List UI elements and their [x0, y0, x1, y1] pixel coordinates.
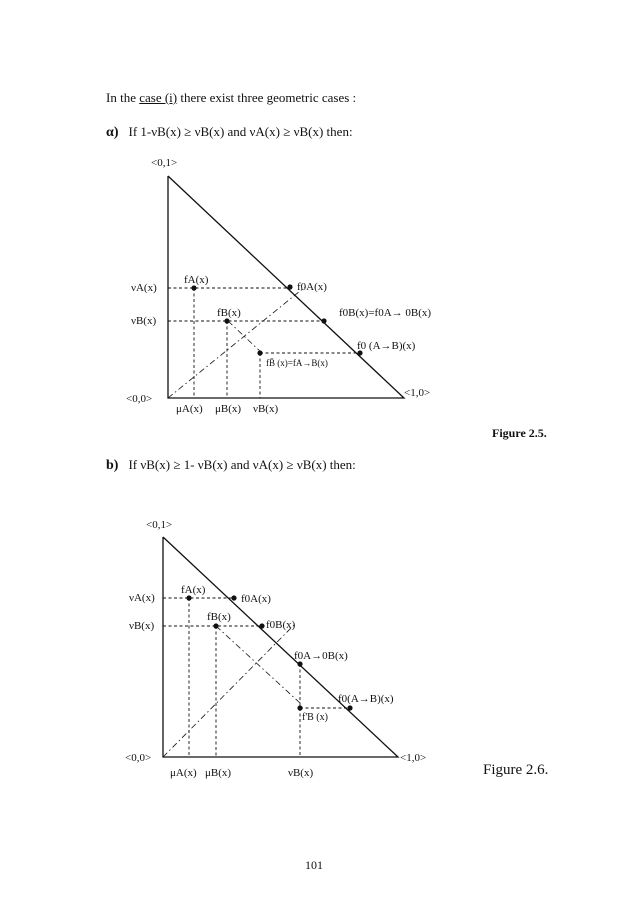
- figure-2-6-caption: Figure 2.6.: [483, 762, 549, 778]
- case-a-label: α): [106, 125, 119, 140]
- fig2-x-label-mu-b: μB(x): [205, 767, 232, 779]
- fig1-point-f0a: [287, 284, 292, 289]
- fig1-point-fa: [191, 285, 196, 290]
- fig2-point-f0ab: [297, 661, 302, 666]
- fig1-label-fbbar: fB̄ (x)=fA→B(x): [266, 358, 328, 368]
- fig1-label-fb: fB(x): [217, 307, 241, 319]
- fig2-label-fbbar: f'B (x): [302, 712, 328, 723]
- fig1-point-fb: [224, 318, 229, 323]
- fig2-point-f0a: [231, 595, 236, 600]
- fig2-point-f0ab2: [347, 705, 352, 710]
- fig1-x-label-mu-b: μB(x): [215, 403, 242, 415]
- fig1-label-f0b: f0B(x)=f0A→ 0B(x): [339, 307, 432, 319]
- fig1-label-f0ab: f0 (A→B)(x): [357, 340, 416, 352]
- fig2-diagonal-line: [216, 626, 300, 703]
- fig2-label-f0ab: f0A→0B(x): [294, 650, 348, 662]
- fig1-y-label-nu-a: νA(x): [131, 282, 157, 294]
- fig1-corner-origin-label: <0,0>: [126, 393, 153, 405]
- fig2-point-fb: [213, 623, 218, 628]
- fig2-point-fa: [186, 595, 191, 600]
- intro-suffix: there exist three geometric cases :: [177, 90, 357, 105]
- fig2-y-label-nu-b: νB(x): [129, 620, 155, 632]
- fig1-point-fbbar: [257, 350, 262, 355]
- fig2-label-f0ab2: f0(A→B)(x): [338, 693, 394, 705]
- figure-2-6-diagram: [125, 519, 426, 779]
- figure-2-5-diagram: [126, 157, 431, 415]
- fig2-point-f0b: [259, 623, 264, 628]
- case-reference: case (i): [139, 90, 178, 105]
- fig2-corner-origin-label: <0,0>: [125, 752, 152, 764]
- fig2-label-fb: fB(x): [207, 611, 231, 623]
- fig2-triangle: [163, 537, 398, 757]
- fig1-corner-top-label: <0,1>: [151, 157, 178, 169]
- case-b-condition: If νB(x) ≥ 1- νB(x) and νA(x) ≥ νB(x) then:: [128, 457, 356, 472]
- fig1-x-label-nu-b: νB(x): [253, 403, 279, 415]
- intro-prefix: In the: [106, 90, 140, 105]
- fig2-corner-top-label: <0,1>: [146, 519, 173, 531]
- case-a-condition: If 1-νB(x) ≥ νB(x) and νA(x) ≥ νB(x) then:: [128, 124, 353, 139]
- fig2-x-label-nu-b: νB(x): [288, 767, 314, 779]
- fig2-x-label-mu-a: μA(x): [170, 767, 197, 779]
- fig1-corner-right-label: <1,0>: [404, 387, 431, 399]
- fig1-label-fa: fA(x): [184, 274, 209, 286]
- fig2-corner-right-label: <1,0>: [400, 752, 427, 764]
- fig1-y-label-nu-b: νB(x): [131, 315, 157, 327]
- fig1-diagonal-line: [228, 321, 262, 353]
- fig2-point-fbbar: [297, 705, 302, 710]
- fig2-label-f0a: f0A(x): [241, 593, 271, 605]
- fig1-label-f0a: f0A(x): [297, 281, 327, 293]
- page-number: 101: [305, 858, 323, 872]
- figure-2-5-caption: Figure 2.5.: [492, 426, 547, 440]
- fig1-point-f0b: [321, 318, 326, 323]
- fig2-label-f0b: f0B(x): [266, 619, 296, 631]
- case-b-label: b): [106, 458, 119, 473]
- fig2-label-fa: fA(x): [181, 584, 206, 596]
- fig1-x-label-mu-a: μA(x): [176, 403, 203, 415]
- fig1-diagonal-line: [168, 287, 305, 398]
- fig2-y-label-nu-a: νA(x): [129, 592, 155, 604]
